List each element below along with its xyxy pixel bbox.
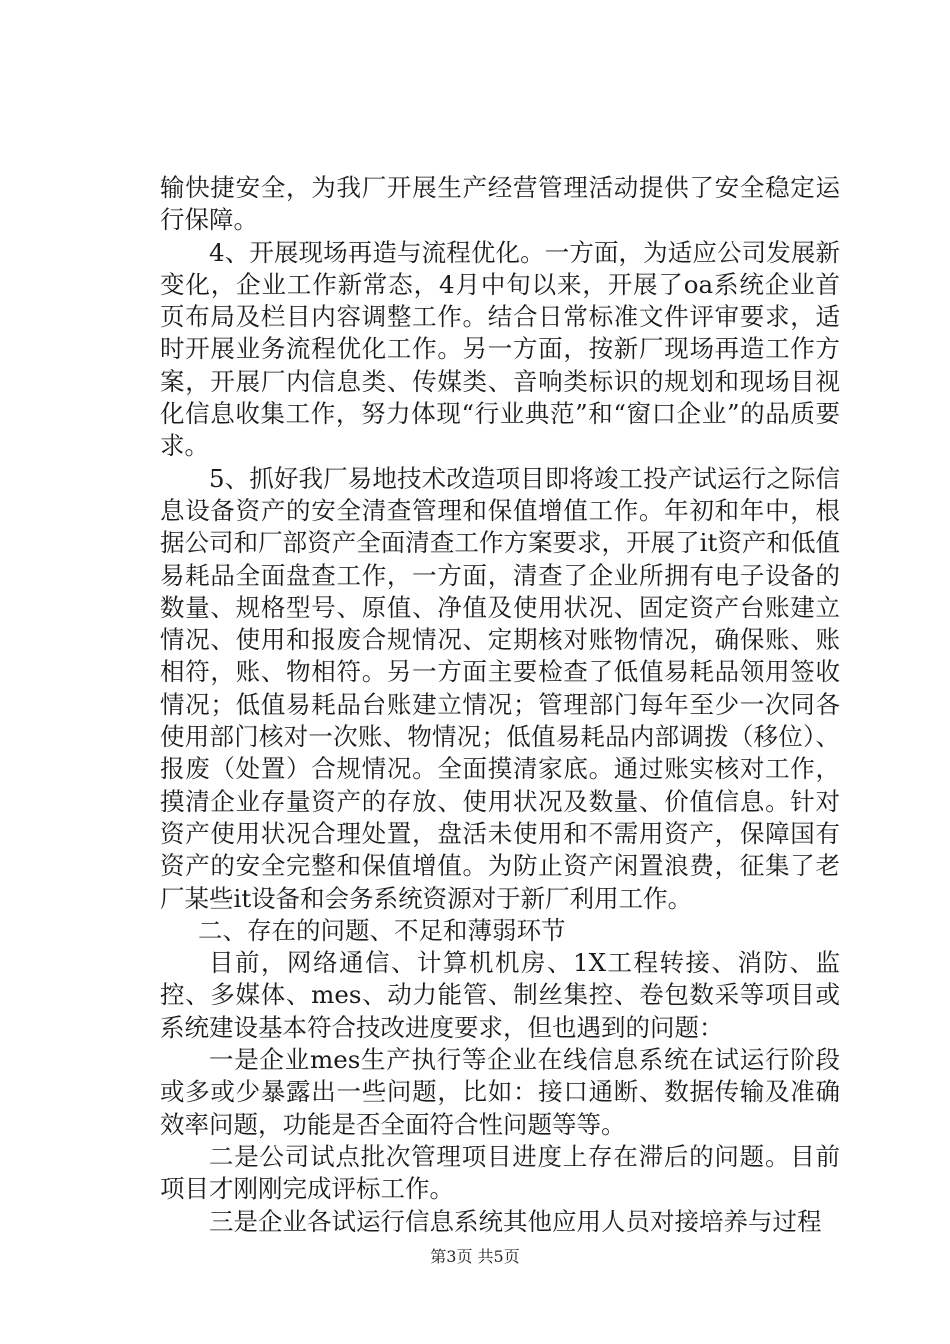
paragraph-3: 5、抓好我厂易地技术改造项目即将竣工投产试运行之际信息设备资产的安全清查管理和保值增值工作。年初和年中，根据公司和厂部资产全面清查工作方案要求，开展了it资产和低值易耗品全面盘查工作，一方面，清查了企业所拥有电子设备的数量、规格型号、原值、净值及使用状况、固定资产台账建立情况、使用和报废合规情况、定期核对账物情况，确保账、账相符，账、物相符。另一方面主要检查了低值易耗品领用签收情况；低值易耗品台账建立情况；管理部门每年至少一次同各使用部门核对一次账、物情况；低值易耗品内部调拨（移位）、报废（处置）合规情况。全面摸清家底。通过账实核对工作，摸清企业存量资产的存放、使用状况及数量、价值信息。针对资产使用状况合理处置，盘活未使用和不需用资产，保障国有资产的安全完整和保值增值。为防止资产闲置浪费，征集了老厂某些it设备和会务系统资源对于新厂利用工作。	[160, 463, 840, 913]
paragraph-4: 目前，网络通信、计算机机房、1X工程转接、消防、监控、多媒体、mes、动力能管、制丝集控、卷包数采等项目或系统建设基本符合技改进度要求，但也遇到的问题：	[160, 948, 840, 1042]
section-heading: 二、存在的问题、不足和薄弱环节	[198, 915, 566, 945]
paragraph-5: 一是企业mes生产执行等企业在线信息系统在试运行阶段或多或少暴露出一些问题，比如：接口通断、数据传输及准确效率问题，功能是否全面符合性问题等等。	[160, 1045, 840, 1139]
paragraph-1: 输快捷安全，为我厂开展生产经营管理活动提供了安全稳定运行保障。	[160, 173, 840, 235]
paragraph-2: 4、开展现场再造与流程优化。一方面，为适应公司发展新变化，企业工作新常态，4月中旬以来，开展了oa系统企业首页布局及栏目内容调整工作。结合日常标准文件评审要求，适时开展业务流程优化工作。另一方面，按新厂现场再造工作方案，开展厂内信息类、传媒类、音响类标识的规划和现场目视化信息收集工作，努力体现“行业典范”和“窗口企业”的品质要求。	[160, 237, 840, 461]
paragraph-6: 二是公司试点批次管理项目进度上存在滞后的问题。目前项目才刚刚完成评标工作。	[160, 1141, 840, 1204]
document-body	[160, 172, 840, 1238]
page-number: 第3页 共5页	[430, 1247, 520, 1266]
paragraph-7: 三是企业各试运行信息系统其他应用人员对接培养与过程	[209, 1206, 822, 1236]
